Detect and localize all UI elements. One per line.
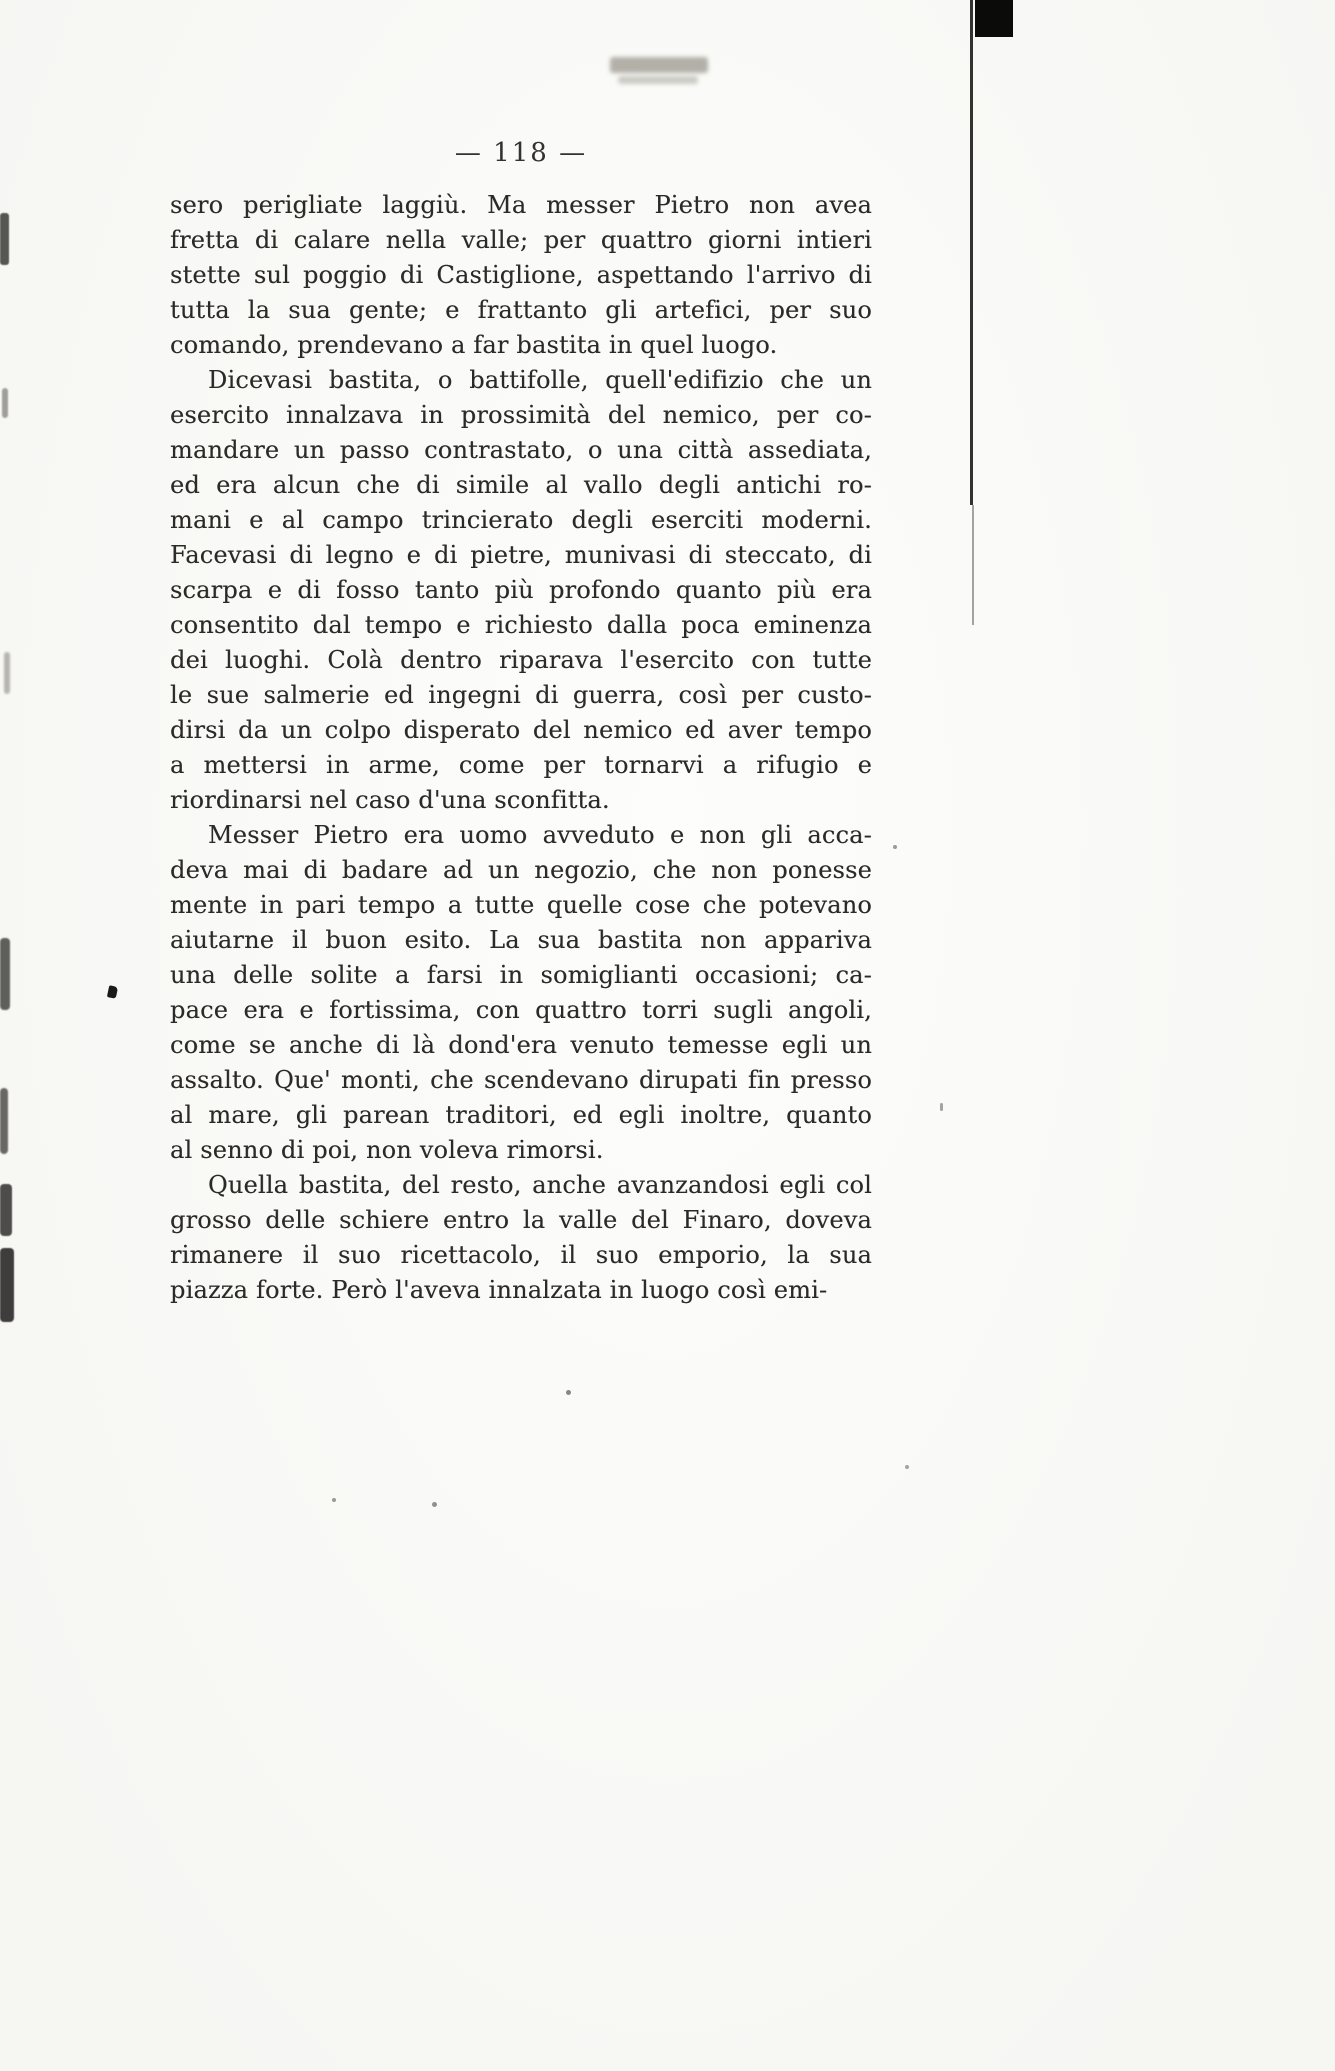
paragraph bbox=[170, 1168, 872, 1308]
text-line: comando, prendevano a far bastita in quel luogo. bbox=[170, 331, 778, 359]
text-line: grosso delle schiere entro la valle del Finaro, doveva bbox=[170, 1206, 872, 1234]
text-line: a mettersi in arme, come per tornarvi a rifugio e bbox=[170, 751, 872, 779]
text-line: dirsi da un colpo disperato del nemico ed aver tempo bbox=[170, 716, 872, 744]
paragraph bbox=[170, 188, 872, 363]
page-number: — 118 — bbox=[454, 138, 588, 168]
text-line: Facevasi di legno e di pietre, munivasi di steccato, di bbox=[170, 541, 872, 569]
text-line: tutta la sua gente; e frattanto gli artefici, per suo bbox=[170, 296, 872, 324]
text-line: assalto. Que' monti, che scendevano dirupati fin presso bbox=[170, 1066, 872, 1094]
text-line: scarpa e di fosso tanto più profondo quanto più era bbox=[170, 576, 872, 604]
text-line: rimanere il suo ricettacolo, il suo emporio, la sua bbox=[170, 1241, 872, 1269]
text-line: deva mai di badare ad un negozio, che non ponesse bbox=[170, 856, 872, 884]
text-line: al mare, gli parean traditori, ed egli inoltre, quanto bbox=[170, 1101, 872, 1129]
text-line: mani e al campo trincierato degli eserciti moderni. bbox=[170, 506, 872, 534]
text-line: come se anche di là dond'era venuto temesse egli un bbox=[170, 1031, 872, 1059]
text-line: aiutarne il buon esito. La sua bastita non appariva bbox=[170, 926, 872, 954]
text-line: dei luoghi. Colà dentro riparava l'esercito con tutte bbox=[170, 646, 872, 674]
text-line: stette sul poggio di Castiglione, aspettando l'arrivo di bbox=[170, 261, 872, 289]
text-line: le sue salmerie ed ingegni di guerra, così per custo- bbox=[170, 681, 872, 709]
page-text bbox=[170, 188, 872, 1308]
text-line: piazza forte. Però l'aveva innalzata in luogo così emi- bbox=[170, 1276, 828, 1304]
text-line: fretta di calare nella valle; per quattro giorni intieri bbox=[170, 226, 872, 254]
text-line: una delle solite a farsi in somiglianti occasioni; ca- bbox=[170, 961, 872, 989]
text-line: Messer Pietro era uomo avveduto e non gli acca- bbox=[208, 821, 872, 849]
text-line: sero perigliate laggiù. Ma messer Pietro non avea bbox=[170, 191, 872, 219]
text-line: mandare un passo contrastato, o una città assediata, bbox=[170, 436, 872, 464]
paragraph bbox=[170, 363, 872, 818]
text-line: pace era e fortissima, con quattro torri sugli angoli, bbox=[170, 996, 872, 1024]
text-line: al senno di poi, non voleva rimorsi. bbox=[170, 1136, 604, 1164]
text-line: Quella bastita, del resto, anche avanzandosi egli col bbox=[208, 1171, 872, 1199]
text-line: consentito dal tempo e richiesto dalla poca eminenza bbox=[170, 611, 872, 639]
text-line: mente in pari tempo a tutte quelle cose che potevano bbox=[170, 891, 872, 919]
page-content bbox=[170, 138, 872, 1308]
text-line: riordinarsi nel caso d'una sconfitta. bbox=[170, 786, 610, 814]
text-line: Dicevasi bastita, o battifolle, quell'edifizio che un bbox=[208, 366, 872, 394]
text-line: ed era alcun che di simile al vallo degli antichi ro- bbox=[170, 471, 872, 499]
paragraph bbox=[170, 818, 872, 1168]
text-line: esercito innalzava in prossimità del nemico, per co- bbox=[170, 401, 872, 429]
